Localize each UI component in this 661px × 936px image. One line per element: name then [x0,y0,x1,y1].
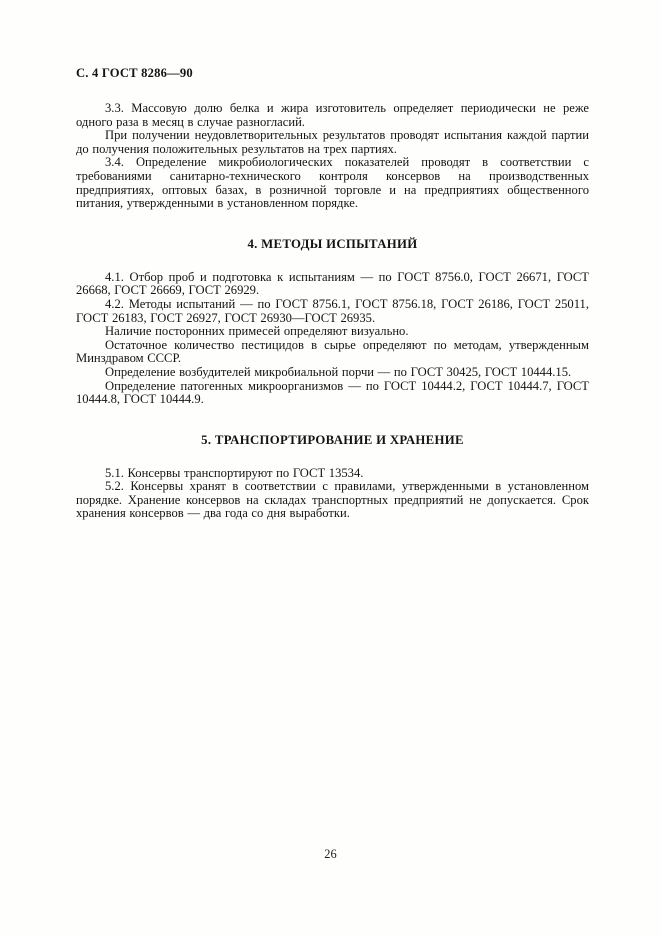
page-number: 26 [324,847,337,861]
paragraph-4-2: 4.2. Методы испытаний — по ГОСТ 8756.1, ГОСТ 8756.18, ГОСТ 26186, ГОСТ 25011, ГОСТ 26183, ГОСТ 26927, ГОСТ 26930—ГОСТ 26935. [76,296,589,325]
section-5-heading: 5. ТРАНСПОРТИРОВАНИЕ И ХРАНЕНИЕ [201,432,464,447]
paragraph-3-3-continued: При получении неудовлетворительных результатов проводят испытания каждой партии до получения положительных результатов на трех партиях. [76,128,589,156]
paragraph-3-4: 3.4. Определение микробиологических показателей проводят в соответствии с требованиями санитарно-технического контроля консервов на производственных предприятиях, оптовых базах, в розничной торговле и на предприятиях общественного питания, утвержденными в установленном порядке. [76,155,589,211]
document-header: С. 4 ГОСТ 8286—90 [76,66,193,80]
paragraph-5-2: 5.2. Консервы хранят в соответствии с правилами, утвержденными в установленном порядке. Хранение консервов на складах транспортных предприятий не допускается. Срок хранения консервов — два года со дня выработки. [76,479,589,521]
document-body [76,102,589,521]
section-4-heading: 4. МЕТОДЫ ИСПЫТАНИЙ [247,236,418,251]
paragraph-5-1: 5.1. Консервы транспортируют по ГОСТ 13534. [105,465,364,480]
paragraph-4-pathogens: Определение патогенных микроорганизмов — по ГОСТ 10444.2, ГОСТ 10444.7, ГОСТ 10444.8, ГОСТ 10444.9. [76,378,589,407]
paragraph-4-pesticides: Остаточное количество пестицидов в сырье определяют по методам, утвержденным Минздравом СССР. [76,337,589,366]
paragraph-4-impurities: Наличие посторонних примесей определяют визуально. [105,324,409,339]
paragraph-4-microbial-spoilage: Определение возбудителей микробиальной порчи — по ГОСТ 30425, ГОСТ 10444.15. [105,364,572,379]
paragraph-4-1: 4.1. Отбор проб и подготовка к испытаниям — по ГОСТ 8756.0, ГОСТ 26671, ГОСТ 26668, ГОСТ 26669, ГОСТ 26929. [76,269,589,298]
paragraph-3-3: 3.3. Массовую долю белка и жира изготовитель определяет периодически не реже одного раза в месяц в случае разногласий. [76,101,589,129]
